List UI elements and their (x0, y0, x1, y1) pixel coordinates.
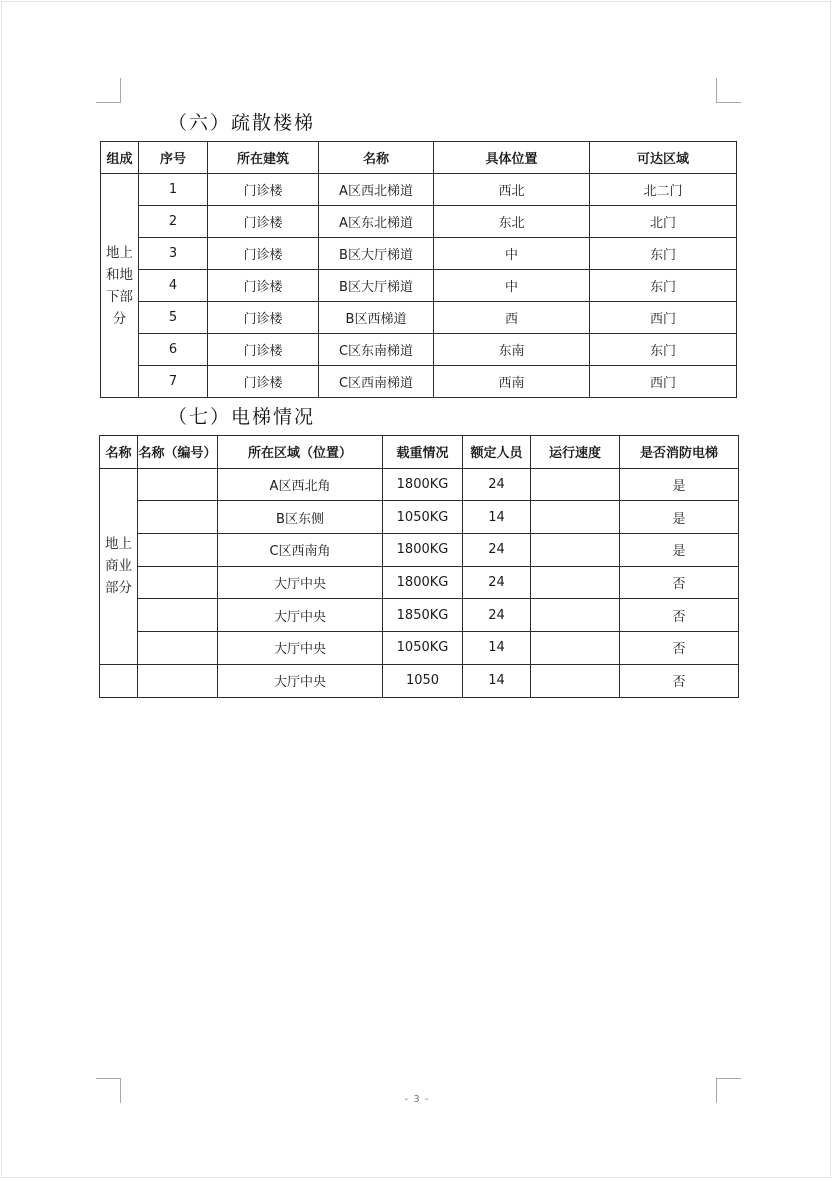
table-cell: 是 (620, 534, 739, 567)
table-cell: B区大厅梯道 (319, 238, 434, 270)
table-cell: 大厅中央 (218, 599, 383, 632)
table-cell: 西门 (590, 366, 737, 398)
group-label-cell: 地上和地下部分 (101, 174, 139, 398)
header-cell: 序号 (139, 142, 208, 174)
table-cell (531, 468, 620, 501)
table-cell: 1050KG (383, 501, 463, 534)
table-cell: 7 (139, 366, 208, 398)
table-cell: 门诊楼 (208, 334, 319, 366)
table-cell (531, 566, 620, 599)
table-cell: 东门 (590, 238, 737, 270)
table-cell (531, 664, 620, 697)
table-cell: 大厅中央 (218, 632, 383, 665)
table-header-row (101, 142, 737, 174)
table-row (100, 632, 739, 665)
table-row (100, 664, 739, 697)
table-cell (138, 501, 218, 534)
table-cell: 24 (463, 468, 531, 501)
section-title-elevators: （七）电梯情况 (168, 406, 316, 428)
table-cell: 门诊楼 (208, 174, 319, 206)
table-cell: 西南 (434, 366, 590, 398)
table-row (100, 534, 739, 567)
table-row (100, 501, 739, 534)
header-cell: 名称（编号） (138, 436, 218, 469)
table-row (100, 599, 739, 632)
header-cell: 是否消防电梯 (620, 436, 739, 469)
table-cell: 西门 (590, 302, 737, 334)
table-cell: 1050KG (383, 632, 463, 665)
table-row (101, 302, 737, 334)
table-cell: 大厅中央 (218, 664, 383, 697)
crop-mark-top-right (716, 78, 741, 103)
table-row (100, 468, 739, 501)
table-row (101, 366, 737, 398)
table-cell (138, 468, 218, 501)
table-cell: 24 (463, 566, 531, 599)
page-number: - 3 - (404, 1094, 430, 1105)
table-cell: 西北 (434, 174, 590, 206)
stairs-table (100, 141, 737, 398)
elevator-table (99, 435, 739, 698)
table-cell (531, 501, 620, 534)
table-cell: 是 (620, 501, 739, 534)
table-cell: 1800KG (383, 566, 463, 599)
table-cell (138, 664, 218, 697)
table-cell: 门诊楼 (208, 302, 319, 334)
table-cell: 北二门 (590, 174, 737, 206)
header-cell: 名称 (319, 142, 434, 174)
table-cell: B区西梯道 (319, 302, 434, 334)
table-cell: 1850KG (383, 599, 463, 632)
table-cell (531, 632, 620, 665)
table-cell: C区西南梯道 (319, 366, 434, 398)
table-cell: 东门 (590, 334, 737, 366)
table-cell: 否 (620, 664, 739, 697)
table-cell: 门诊楼 (208, 206, 319, 238)
header-cell: 所在区域（位置） (218, 436, 383, 469)
table-row (100, 566, 739, 599)
table-cell: 否 (620, 599, 739, 632)
table-cell: 西 (434, 302, 590, 334)
table-cell: 3 (139, 238, 208, 270)
header-cell: 名称 (100, 436, 138, 469)
table-cell: 否 (620, 632, 739, 665)
header-cell: 额定人员 (463, 436, 531, 469)
crop-mark-top-left (96, 78, 121, 103)
table-cell (138, 632, 218, 665)
table-cell: C区东南梯道 (319, 334, 434, 366)
table-cell: 1800KG (383, 468, 463, 501)
table-cell: 门诊楼 (208, 366, 319, 398)
table-cell: 2 (139, 206, 208, 238)
table-cell: 北门 (590, 206, 737, 238)
table-cell: 1 (139, 174, 208, 206)
table-cell: 24 (463, 599, 531, 632)
table-row (101, 270, 737, 302)
table-cell: 东北 (434, 206, 590, 238)
table-cell: 4 (139, 270, 208, 302)
table-cell: 是 (620, 468, 739, 501)
table-cell: A区西北角 (218, 468, 383, 501)
table-row (101, 238, 737, 270)
table-row (101, 174, 737, 206)
table-cell: 否 (620, 566, 739, 599)
header-cell: 组成 (101, 142, 139, 174)
table-cell: 1050 (383, 664, 463, 697)
table-cell (531, 534, 620, 567)
header-cell: 载重情况 (383, 436, 463, 469)
table-cell: 14 (463, 632, 531, 665)
table-cell: 24 (463, 534, 531, 567)
table-cell: 6 (139, 334, 208, 366)
table-cell: 1800KG (383, 534, 463, 567)
table-row (101, 334, 737, 366)
table-cell: 门诊楼 (208, 270, 319, 302)
table-cell: 5 (139, 302, 208, 334)
table-cell: C区西南角 (218, 534, 383, 567)
header-cell: 具体位置 (434, 142, 590, 174)
table-cell: A区西北梯道 (319, 174, 434, 206)
table-cell: 东南 (434, 334, 590, 366)
table-cell: 东门 (590, 270, 737, 302)
header-cell: 可达区域 (590, 142, 737, 174)
group-label-cell: 地上商业部分 (100, 468, 138, 664)
table-cell: 门诊楼 (208, 238, 319, 270)
table-cell: 14 (463, 664, 531, 697)
table-cell (138, 534, 218, 567)
table-header-row (100, 436, 739, 469)
table-cell (138, 599, 218, 632)
table-cell (138, 566, 218, 599)
table-cell: A区东北梯道 (319, 206, 434, 238)
table-row (101, 206, 737, 238)
table-cell: 大厅中央 (218, 566, 383, 599)
table-cell: 中 (434, 270, 590, 302)
header-cell: 运行速度 (531, 436, 620, 469)
section-title-stairs: （六）疏散楼梯 (168, 112, 316, 134)
table-cell: B区大厅梯道 (319, 270, 434, 302)
table-cell (100, 664, 138, 697)
table-cell (531, 599, 620, 632)
table-cell: B区东侧 (218, 501, 383, 534)
header-cell: 所在建筑 (208, 142, 319, 174)
table-cell: 中 (434, 238, 590, 270)
table-cell: 14 (463, 501, 531, 534)
